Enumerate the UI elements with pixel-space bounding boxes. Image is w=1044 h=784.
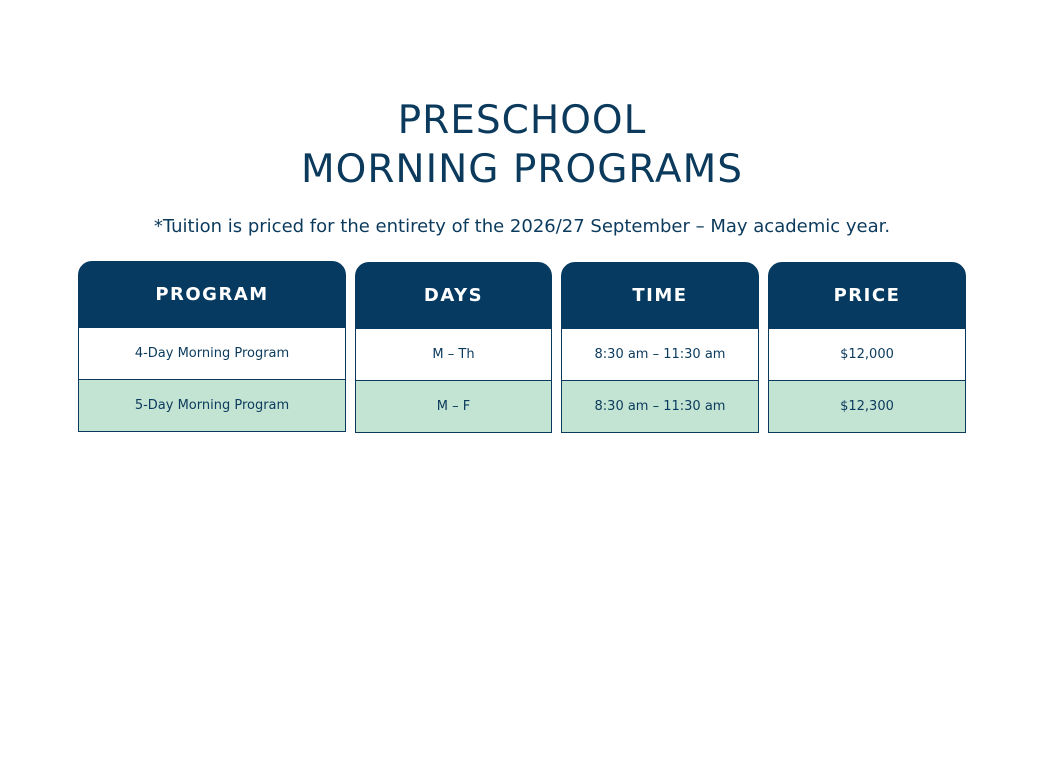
program-cell-row-2: 5-Day Morning Program (78, 380, 346, 432)
price-column-header: PRICE (768, 262, 966, 329)
days-cell-row-2: M – F (355, 381, 552, 433)
program-column (78, 261, 346, 432)
page-title (0, 96, 1044, 194)
tuition-note: *Tuition is priced for the entirety of the 2026/27 September – May academic year. (153, 216, 891, 237)
time-column (561, 262, 759, 433)
time-column-header: TIME (561, 262, 759, 329)
time-cell-row-1: 8:30 am – 11:30 am (561, 329, 759, 381)
price-cell-row-2: $12,300 (768, 381, 966, 433)
page-title-line-2: MORNING PROGRAMS (300, 147, 744, 192)
price-column (768, 262, 966, 433)
program-cell-row-1: 4-Day Morning Program (78, 328, 346, 380)
days-column-header: DAYS (355, 262, 552, 329)
time-cell-row-2: 8:30 am – 11:30 am (561, 381, 759, 433)
days-cell-row-1: M – Th (355, 329, 552, 381)
price-cell-row-1: $12,000 (768, 329, 966, 381)
days-column (355, 262, 552, 433)
page-title-line-1: PRESCHOOL (397, 98, 647, 143)
program-column-header: PROGRAM (78, 261, 346, 328)
